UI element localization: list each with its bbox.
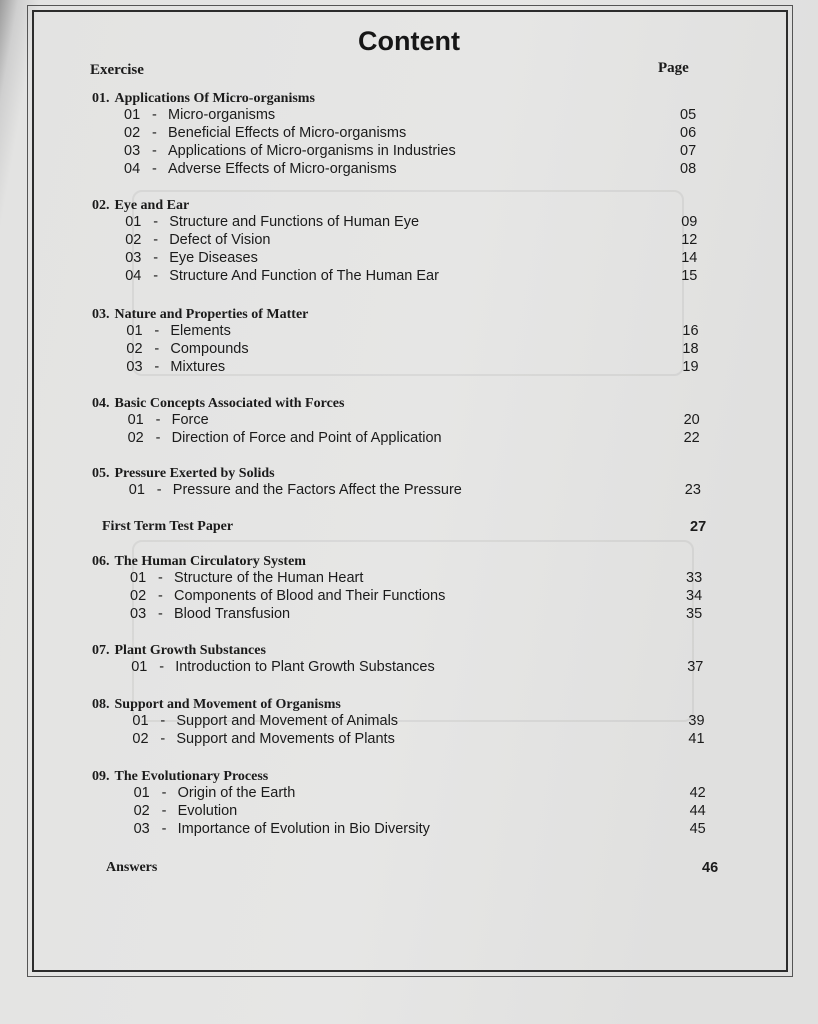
chapter-title-text: Nature and Properties of Matter — [114, 307, 309, 322]
lesson-page: 15 — [681, 268, 698, 284]
lesson-page: 23 — [684, 482, 701, 498]
page-column-header: Page — [658, 60, 689, 76]
chapter-title-text: The Human Circulatory System — [114, 554, 306, 569]
lesson-number: 01 — [132, 713, 149, 729]
lesson-page: 20 — [683, 412, 700, 428]
chapter-number: 05. — [92, 466, 110, 481]
chapter-title-text: Plant Growth Substances — [114, 643, 266, 658]
chapter-title[interactable] — [92, 643, 266, 659]
lesson-number: 01 — [125, 214, 142, 230]
lesson-dash: - — [158, 588, 163, 604]
chapter-title-text: Pressure Exerted by Solids — [114, 466, 275, 481]
lesson-title: Introduction to Plant Growth Substances — [175, 659, 435, 675]
chapter-number: 07. — [92, 643, 110, 658]
chapter-title-text: The Evolutionary Process — [114, 769, 269, 784]
lesson-dash: - — [155, 430, 161, 446]
lesson-dash: - — [152, 107, 157, 123]
answers-page: 46 — [702, 860, 719, 876]
lesson-row[interactable] — [131, 659, 731, 677]
lesson-title: Force — [171, 412, 209, 428]
lesson-page: 14 — [681, 250, 698, 266]
chapter-title[interactable] — [92, 307, 308, 323]
chapter-number: 01. — [92, 91, 110, 106]
chapter-title[interactable] — [92, 396, 344, 412]
lesson-row[interactable] — [134, 803, 734, 821]
lesson-number: 02 — [125, 232, 142, 248]
lesson-title: Pressure and the Factors Affect the Pressure — [172, 482, 462, 498]
lesson-number: 01 — [131, 659, 148, 675]
lesson-number: 02 — [124, 125, 141, 141]
lesson-title: Evolution — [177, 803, 238, 819]
lesson-dash: - — [158, 570, 163, 586]
lesson-row[interactable] — [130, 606, 730, 624]
lesson-page: 42 — [689, 785, 706, 801]
lesson-dash: - — [161, 821, 167, 837]
lesson-number: 01 — [128, 482, 145, 498]
lesson-number: 01 — [124, 107, 141, 123]
lesson-row[interactable] — [124, 125, 724, 143]
chapter-title[interactable] — [92, 198, 189, 214]
lesson-row[interactable] — [132, 713, 732, 731]
lesson-page: 07 — [680, 143, 697, 159]
lesson-number: 03 — [130, 606, 147, 622]
lesson-dash: - — [153, 214, 159, 230]
lesson-page: 22 — [683, 430, 700, 446]
lesson-title: Compounds — [170, 341, 249, 357]
lesson-page: 35 — [686, 606, 703, 622]
lesson-page: 19 — [682, 359, 699, 375]
page-title: Content — [358, 26, 460, 56]
lesson-dash: - — [160, 713, 166, 729]
lesson-title: Micro-organisms — [168, 107, 276, 123]
first-term-test-row[interactable] — [102, 519, 722, 535]
lesson-row[interactable] — [129, 482, 729, 500]
chapter-title-text: Eye and Ear — [114, 198, 190, 213]
lesson-page: 33 — [686, 570, 703, 586]
lesson-dash: - — [159, 659, 165, 675]
lesson-row[interactable] — [125, 250, 725, 268]
lesson-row[interactable] — [130, 588, 730, 606]
lesson-dash: - — [161, 785, 167, 801]
lesson-page: 09 — [681, 214, 698, 230]
lesson-number: 03 — [124, 143, 141, 159]
lesson-row[interactable] — [130, 570, 730, 588]
lesson-dash: - — [152, 161, 157, 177]
lesson-title: Blood Transfusion — [174, 606, 291, 622]
lesson-title: Support and Movements of Plants — [176, 731, 395, 747]
lesson-page: 05 — [680, 107, 697, 123]
lesson-title: Components of Blood and Their Functions — [174, 588, 446, 604]
lesson-title: Elements — [170, 323, 231, 339]
lesson-title: Applications of Micro-organisms in Industries — [168, 143, 456, 159]
chapter-title[interactable] — [92, 769, 268, 785]
lesson-row[interactable] — [124, 143, 724, 161]
lesson-title: Origin of the Earth — [177, 785, 296, 801]
lesson-row[interactable] — [134, 821, 734, 839]
chapter-number: 02. — [92, 198, 110, 213]
lesson-page: 08 — [680, 161, 697, 177]
chapter-title-text: Applications Of Micro-organisms — [114, 91, 315, 106]
lesson-row[interactable] — [128, 412, 728, 430]
lesson-number: 02 — [133, 803, 150, 819]
lesson-page: 18 — [682, 341, 699, 357]
lesson-dash: - — [160, 731, 166, 747]
lesson-number: 04 — [124, 161, 141, 177]
lesson-title: Direction of Force and Point of Application — [171, 430, 442, 446]
chapter-title[interactable] — [92, 466, 275, 482]
lesson-number: 02 — [127, 430, 144, 446]
lesson-dash: - — [153, 268, 159, 284]
lesson-title: Structure And Function of The Human Ear — [169, 268, 439, 284]
lesson-page: 37 — [687, 659, 704, 675]
chapter-number: 08. — [92, 697, 110, 712]
chapter-title-text: Basic Concepts Associated with Forces — [114, 396, 345, 411]
lesson-dash: - — [158, 606, 163, 622]
lesson-row[interactable] — [125, 232, 725, 250]
lesson-dash: - — [154, 341, 160, 357]
lesson-dash: - — [154, 359, 160, 375]
lesson-row[interactable] — [132, 731, 732, 749]
chapter-number: 03. — [92, 307, 110, 322]
lesson-row[interactable] — [126, 323, 726, 341]
answers-title: Answers — [106, 860, 158, 875]
lesson-dash: - — [161, 803, 167, 819]
lesson-number: 02 — [130, 588, 147, 604]
lesson-page: 44 — [689, 803, 706, 819]
lesson-row[interactable] — [125, 268, 725, 286]
chapter-title[interactable] — [92, 697, 341, 713]
lesson-row[interactable] — [134, 785, 734, 803]
lesson-dash: - — [152, 143, 157, 159]
first-term-test-title: First Term Test Paper — [102, 519, 234, 534]
lesson-dash: - — [152, 125, 157, 141]
chapter-number: 04. — [92, 396, 110, 411]
chapter-number: 09. — [92, 769, 110, 784]
lesson-number: 03 — [126, 359, 143, 375]
lesson-number: 01 — [133, 785, 150, 801]
first-term-test-page: 27 — [690, 519, 707, 535]
lesson-number: 02 — [126, 341, 143, 357]
lesson-page: 12 — [681, 232, 698, 248]
lesson-row[interactable] — [124, 161, 724, 179]
lesson-number: 03 — [133, 821, 150, 837]
lesson-number: 01 — [126, 323, 143, 339]
answers-row[interactable] — [106, 860, 726, 876]
lesson-number: 03 — [125, 250, 142, 266]
lesson-row[interactable] — [126, 341, 726, 359]
lesson-dash: - — [154, 323, 160, 339]
lesson-number: 02 — [132, 731, 149, 747]
lesson-title: Beneficial Effects of Micro-organisms — [168, 125, 407, 141]
lesson-title: Defect of Vision — [169, 232, 271, 248]
lesson-number: 04 — [125, 268, 142, 284]
chapter-number: 06. — [92, 554, 110, 569]
lesson-page: 45 — [689, 821, 706, 837]
chapter-title[interactable] — [92, 91, 315, 107]
lesson-title: Support and Movement of Animals — [176, 713, 399, 729]
lesson-number: 01 — [130, 570, 147, 586]
lesson-dash: - — [155, 412, 161, 428]
lesson-page: 06 — [680, 125, 697, 141]
lesson-dash: - — [156, 482, 162, 498]
lesson-page: 16 — [682, 323, 699, 339]
lesson-page: 34 — [686, 588, 703, 604]
lesson-title: Importance of Evolution in Bio Diversity — [177, 821, 430, 837]
chapter-title-text: Support and Movement of Organisms — [114, 697, 341, 712]
chapter-title[interactable] — [92, 554, 306, 570]
lesson-row[interactable] — [128, 430, 728, 448]
lesson-dash: - — [153, 250, 159, 266]
lesson-page: 41 — [688, 731, 705, 747]
lesson-number: 01 — [127, 412, 144, 428]
lesson-title: Mixtures — [170, 359, 226, 375]
lesson-row[interactable] — [126, 359, 726, 377]
lesson-page: 39 — [688, 713, 705, 729]
lesson-row[interactable] — [124, 107, 724, 125]
lesson-title: Adverse Effects of Micro-organisms — [168, 161, 397, 177]
lesson-title: Structure of the Human Heart — [174, 570, 364, 586]
exercise-column-header: Exercise — [90, 62, 144, 78]
lesson-title: Structure and Functions of Human Eye — [169, 214, 420, 230]
lesson-dash: - — [153, 232, 159, 248]
lesson-title: Eye Diseases — [169, 250, 258, 266]
lesson-row[interactable] — [125, 214, 725, 232]
